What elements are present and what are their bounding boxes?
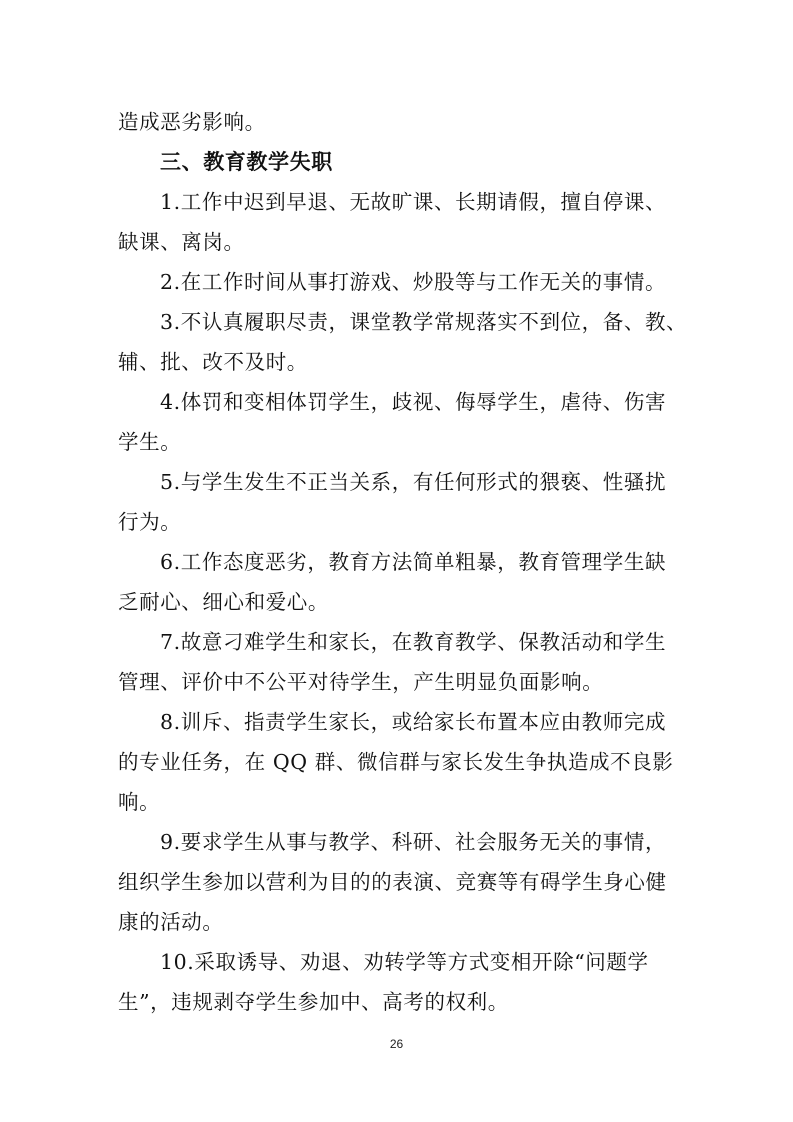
- list-item-line: 4.体罚和变相体罚学生，歧视、侮辱学生，虐待、伤害: [160, 390, 667, 414]
- list-item-line: 响。: [118, 790, 161, 814]
- list-item-line: 7.故意刁难学生和家长，在教育教学、保教活动和学生: [160, 630, 667, 654]
- list-item-line: 5.与学生发生不正当关系，有任何形式的猥亵、性骚扰: [160, 470, 667, 494]
- list-item-line: 缺课、离岗。: [118, 230, 245, 254]
- list-item-line: 乏耐心、细心和爱心。: [118, 590, 329, 614]
- list-item-line: 组织学生参加以营利为目的的表演、竞赛等有碍学生身心健: [118, 870, 667, 894]
- list-item-line: 8.训斥、指责学生家长，或给家长布置本应由教师完成: [160, 710, 667, 734]
- list-item-line: 康的活动。: [118, 910, 224, 934]
- list-item-line: 10.采取诱导、劝退、劝转学等方式变相开除“问题学: [160, 950, 649, 974]
- list-item-line: 1.工作中迟到早退、无故旷课、长期请假，擅自停课、: [160, 190, 667, 214]
- list-item-line: 学生。: [118, 430, 182, 454]
- continuation-text: 造成恶劣影响。: [118, 110, 266, 134]
- list-item-line: 3.不认真履职尽责，课堂教学常规落实不到位，备、教、: [160, 310, 688, 334]
- list-item-line: 9.要求学生从事与教学、科研、社会服务无关的事情，: [160, 830, 667, 854]
- list-item-line: 2.在工作时间从事打游戏、炒股等与工作无关的事情。: [160, 270, 667, 294]
- list-item-line: 管理、评价中不公平对待学生，产生明显负面影响。: [118, 670, 604, 694]
- list-item-line: 生”，违规剥夺学生参加中、高考的权利。: [118, 990, 509, 1014]
- list-item-line: 辅、批、改不及时。: [118, 350, 308, 374]
- list-item-line: 6.工作态度恶劣，教育方法简单粗暴，教育管理学生缺: [160, 550, 667, 574]
- page-number: 26: [389, 1037, 404, 1051]
- section-heading: 三、教育教学失职: [160, 150, 333, 174]
- list-item-line: 的专业任务，在 QQ 群、微信群与家长发生争执造成不良影: [118, 750, 674, 774]
- list-item-line: 行为。: [118, 510, 182, 534]
